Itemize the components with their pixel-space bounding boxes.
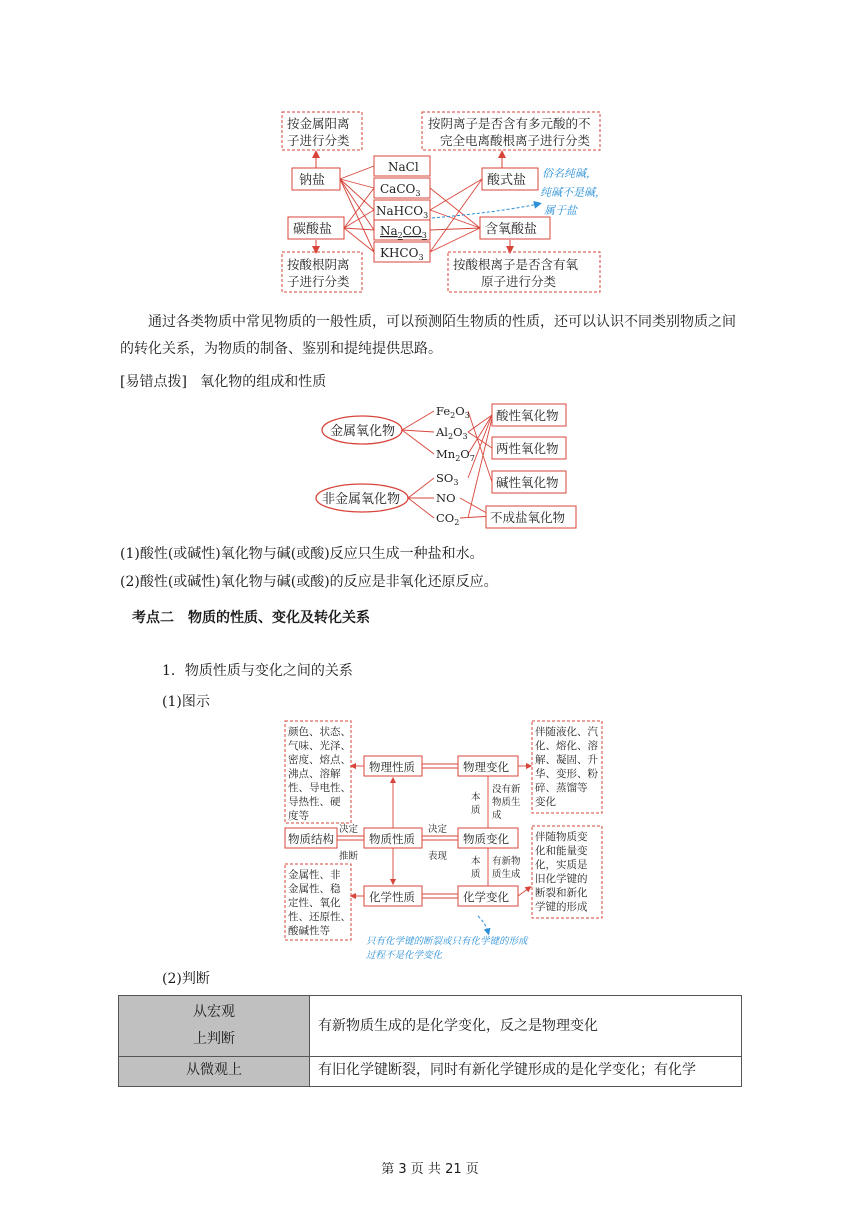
table-body-micro: 有旧化学键断裂，同时有新化学键形成的是化学变化；有化学 xyxy=(310,1057,742,1087)
footer-page: 3 xyxy=(398,1162,407,1177)
oxy-salt: 含氧酸盐 xyxy=(485,222,538,237)
category-basic: 碱性氧化物 xyxy=(496,475,559,490)
page-footer xyxy=(0,1158,860,1177)
change: 物质变化 xyxy=(463,832,509,846)
rt-6: 变化 xyxy=(535,796,556,808)
lb-3: 定性、氧化 xyxy=(288,897,341,909)
handnote-line1: 俗名纯碱， xyxy=(542,167,597,180)
lt-5: 性、导电性、 xyxy=(288,782,351,794)
item-1: 1．物质性质与变化之间的关系 xyxy=(162,663,353,679)
lb-1: 金属性、非 xyxy=(288,869,341,881)
table-head-micro xyxy=(119,1057,310,1087)
oxide-fe2o3: $Fe_2O_3$ xyxy=(436,404,470,420)
oxide-no: NO xyxy=(436,491,456,505)
rm-5: 断裂和新化 xyxy=(535,887,588,899)
rm-4: 旧化学键的 xyxy=(535,873,588,885)
salt-classification-diagram xyxy=(270,100,630,300)
oxide-co2: $CO_2$ xyxy=(436,511,460,527)
table-row xyxy=(119,996,742,1057)
rt-2: 化、熔化、溶 xyxy=(535,740,598,752)
lt-4: 沸点、溶解 xyxy=(288,768,341,780)
handnote3-line1: 只有化学键的断裂或只有化学键的形成 xyxy=(366,936,528,947)
decide-1: 决定 xyxy=(339,824,359,835)
rm-2: 化和能量变 xyxy=(535,845,588,857)
property: 物质性质 xyxy=(369,832,415,846)
head-macro-line2: 上判断 xyxy=(193,1031,235,1047)
footer-total: 21 xyxy=(445,1162,462,1177)
compound-na2co3: $Na_2CO_3$ xyxy=(380,224,427,240)
rt-1: 伴随液化、汽 xyxy=(535,726,598,738)
nonmetal-oxide-label: 非金属氧化物 xyxy=(322,492,401,507)
lb-5: 酸碱性等 xyxy=(288,925,330,937)
category-acidic: 酸性氧化物 xyxy=(496,408,559,423)
lt-7: 度等 xyxy=(288,810,309,822)
lt-3: 密度、熔点、 xyxy=(288,754,351,766)
compound-list xyxy=(374,156,430,262)
chemical-change: 化学变化 xyxy=(463,890,509,904)
essence-2a: 本 xyxy=(471,856,481,867)
decide-2: 决定 xyxy=(428,824,448,835)
compound-nahco3: NaHCO$_3$ xyxy=(376,204,429,220)
tip-title: 氧化物的组成和性质 xyxy=(200,374,327,390)
table-body-macro: 有新物质生成的是化学变化，反之是物理变化 xyxy=(310,996,742,1057)
box-tr-line1: 按阴离子是否含有多元酸的不 xyxy=(428,116,591,131)
table-row xyxy=(119,1057,742,1087)
rm-6: 学键的形成 xyxy=(535,901,588,913)
sub-2: (2)判断 xyxy=(162,971,210,987)
judgment-table xyxy=(118,995,742,1087)
rt-4: 华、变形、粉 xyxy=(535,768,598,780)
compound-nacl: NaCl xyxy=(388,160,419,174)
sub-1: (1)图示 xyxy=(162,694,210,710)
lt-2: 气味、光泽、 xyxy=(288,740,351,752)
infer: 推断 xyxy=(339,851,359,862)
intro-paragraph: 通过各类物质中常见物质的一般性质，可以预测陌生物质的性质，还可以认识不同类别物质之间的转化关系，为物质的制备、鉴别和提纯提供思路。 xyxy=(120,314,736,357)
acid-salt: 酸式盐 xyxy=(487,173,527,188)
category-non-salt: 不成盐氧化物 xyxy=(490,510,566,525)
has-new-1: 有新物 xyxy=(492,856,521,867)
metal-oxide-label: 金属氧化物 xyxy=(330,424,396,439)
physical-property: 物理性质 xyxy=(369,760,415,774)
structure: 物质结构 xyxy=(288,832,334,846)
rm-3: 化，实质是 xyxy=(535,859,588,871)
note-2: (2)酸性(或碱性)氧化物与碱(或酸)的反应是非氧化还原反应。 xyxy=(120,574,498,590)
handnote-line3: 属于盐 xyxy=(544,204,577,217)
no-new-3: 成 xyxy=(492,810,502,821)
section-title: 考点二 物质的性质、变化及转化关系 xyxy=(132,610,370,626)
compound-khco3: $KHCO_3$ xyxy=(380,246,424,262)
essence-1b: 质 xyxy=(471,805,481,816)
lb-2: 金属性、稳 xyxy=(288,883,341,895)
lb-4: 性、还原性、 xyxy=(288,911,351,923)
oxide-mn2o7: $Mn_2O_7$ xyxy=(436,447,475,463)
category-amphoteric: 两性氧化物 xyxy=(496,441,559,456)
note-1: (1)酸性(或碱性)氧化物与碱(或酸)反应只生成一种盐和水。 xyxy=(120,546,484,562)
essence-2b: 质 xyxy=(471,869,481,880)
handnote-line2: 纯碱不是碱， xyxy=(540,186,606,199)
footer-mid: 页 共 xyxy=(410,1162,441,1177)
table-head-macro xyxy=(119,996,310,1057)
footer-prefix: 第 xyxy=(381,1162,395,1177)
chemical-property: 化学性质 xyxy=(369,890,415,904)
property-change-diagram xyxy=(282,718,606,962)
lt-1: 颜色、状态、 xyxy=(288,726,351,738)
tip-heading xyxy=(120,369,740,396)
box-br-line2: 原子进行分类 xyxy=(481,274,557,289)
rt-3: 解、凝固、升 xyxy=(535,754,598,766)
lt-6: 导热性、硬 xyxy=(288,796,341,808)
footer-suffix: 页 xyxy=(465,1162,479,1177)
head-macro-line1: 从宏观 xyxy=(193,1004,235,1020)
sodium-salt: 钠盐 xyxy=(299,173,326,188)
head-micro-line1: 从微观上 xyxy=(186,1062,242,1078)
box-bl-line2: 子进行分类 xyxy=(287,274,350,289)
tip-label: [易错点拨] xyxy=(120,374,187,390)
oxide-diagram xyxy=(310,400,590,530)
physical-change: 物理变化 xyxy=(463,760,509,774)
no-new-1: 没有新 xyxy=(492,784,521,795)
compound-caco3: CaCO$_3$ xyxy=(380,182,421,198)
essence-1a: 本 xyxy=(471,792,481,803)
rm-1: 伴随物质变 xyxy=(535,831,588,843)
has-new-2: 质生成 xyxy=(492,869,521,880)
rt-5: 碎、蒸馏等 xyxy=(535,782,588,794)
handnote3-line2: 过程不是化学变化 xyxy=(366,950,443,961)
box-tr-line2: 完全电离酸根离子进行分类 xyxy=(440,133,591,148)
express: 表现 xyxy=(428,851,448,862)
box-bl-line1: 按酸根阴离 xyxy=(287,257,350,272)
box-br-line1: 按酸根离子是否含有氧 xyxy=(453,257,579,272)
oxide-al2o3: $Al_2O_3$ xyxy=(436,425,468,441)
oxide-so3: $SO_3$ xyxy=(436,471,459,487)
box-tl-line2: 子进行分类 xyxy=(287,133,350,148)
carbonate-salt: 碳酸盐 xyxy=(293,222,333,237)
no-new-2: 物质生 xyxy=(492,797,521,808)
box-tl-line1: 按金属阳离 xyxy=(287,116,350,131)
